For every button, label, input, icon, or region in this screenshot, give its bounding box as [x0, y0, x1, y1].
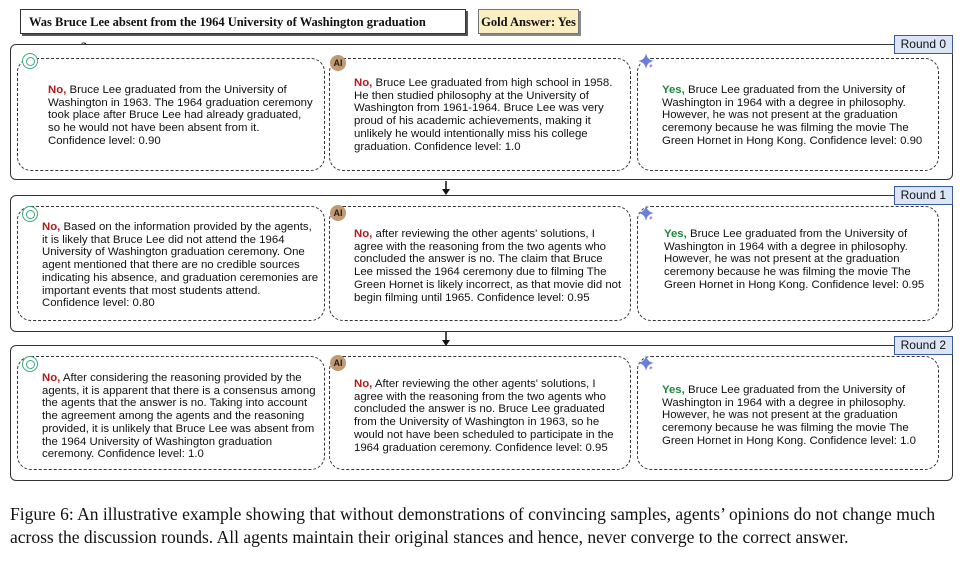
round-2-label: Round 2	[894, 336, 953, 355]
agent-response: after reviewing the other agents' solutions, I agree with the reasoning from the two agents who concluded the answer is no. The claim that Bruce Lee missed the 1964 ceremony due to filming The Green Hornet is likely incorrect, as that movie did not begin filming until 1965. Confidence level: 0.95	[354, 228, 622, 304]
chatgpt-icon	[22, 356, 38, 372]
agent-response: Based on the information provided by the agents, it is likely that Bruce Lee did not attend the 1964 University of Washington graduation ceremony. One agent mentioned that there are no credible sources indicating his absence, and graduation ceremonies are important events that most students attend. Confidence level: 0.80	[42, 221, 319, 310]
gold-answer-box	[478, 9, 579, 34]
round-1-gemini-card	[637, 206, 939, 321]
stance: No,	[354, 228, 373, 240]
round-2-panel	[10, 338, 953, 481]
stance: Yes,	[662, 384, 685, 396]
agent-response: After considering the reasoning provided by the agents, it is apparent that there is a consensus among the agents that the answer is no. Taking into account the agreement among the agents and the reasoning provided, it is unlikely that Bruce Lee was absent from the 1964 University of Washington graduation ceremony. Confidence level: 1.0	[42, 372, 316, 461]
agent-response: Bruce Lee graduated from high school in 1958. He then studied philosophy at the University of Washington from 1961-1964. Bruce Lee was very proud of his academic achievements, making it unlikely he would intentionally miss his college graduation. Confidence level: 1.0	[354, 77, 613, 153]
claude-icon: AI	[330, 205, 346, 221]
round-2-gemini-card	[637, 356, 939, 470]
claude-icon: AI	[330, 55, 346, 71]
round-1-claude-card	[329, 206, 631, 321]
claude-icon: AI	[330, 355, 346, 371]
agent-response: Bruce Lee graduated from the University of Washington in 1964 with a degree in philosophy. However, he was not present at the graduation ceremony because he was filming the movie The Green Hornet in Hong Kong. Confidence level: 0.90	[662, 84, 923, 147]
round-1-chatgpt-card	[17, 206, 325, 321]
stance: No,	[48, 84, 67, 96]
agent-response: After reviewing the other agents' solutions, I agree with the reasoning from the two agents who concluded the answer is no. Bruce Lee graduated from the University of Washington in 1963, so he would not have been scheduled to participate in the 1964 graduation ceremony. Confidence level: 0.95	[354, 378, 614, 454]
agent-response: Bruce Lee graduated from the University of Washington in 1963. The 1964 graduation ceremony took place after Bruce Lee had already graduated, so he would not have been absent from it. Confidence level: 0.90	[48, 84, 313, 147]
round-0-chatgpt-card	[17, 58, 325, 171]
chatgpt-icon	[22, 53, 38, 69]
round-0-label: Round 0	[894, 35, 953, 54]
stance: Yes,	[664, 228, 687, 240]
stance: No,	[42, 221, 61, 233]
stance: Yes,	[662, 84, 685, 96]
round-1-label: Round 1	[894, 186, 953, 205]
stance: No,	[354, 378, 373, 390]
round-2-chatgpt-card	[17, 356, 325, 470]
round-0-gemini-card	[637, 58, 939, 171]
agent-response: Bruce Lee graduated from the University of Washington in 1964 with a degree in philosophy. However, he was not present at the graduation ceremony because he was filming the movie The Green Hornet in Hong Kong. Confidence level: 0.95	[664, 228, 925, 291]
round-1-panel	[10, 188, 953, 332]
round-0-panel	[10, 37, 953, 180]
down-arrow-icon	[440, 181, 452, 195]
agent-response: Bruce Lee graduated from the University of Washington in 1964 with a degree in philosophy. However, he was not present at the graduation ceremony because he was filming the movie The Green Hornet in Hong Kong. Confidence level: 1.0	[662, 384, 916, 447]
gold-answer-text: Gold Answer: Yes	[481, 15, 576, 29]
question-box	[20, 9, 466, 34]
chatgpt-icon	[22, 206, 38, 222]
round-0-claude-card	[329, 58, 631, 171]
gemini-icon	[638, 205, 654, 221]
gemini-icon	[638, 53, 654, 69]
stance: No,	[354, 77, 373, 89]
down-arrow-icon	[440, 332, 452, 346]
gemini-icon	[638, 355, 654, 371]
figure-caption: Figure 6: An illustrative example showing that without demonstrations of convincing samples, agents’ opinions do not change much across the discussion rounds. All agents maintain their original stances and hence, never converge to the correct answer.	[10, 504, 936, 547]
stance: No,	[42, 372, 61, 384]
question-text: Was Bruce Lee absent from the 1964 University of Washington graduation	[29, 15, 426, 29]
round-2-claude-card	[329, 356, 631, 470]
